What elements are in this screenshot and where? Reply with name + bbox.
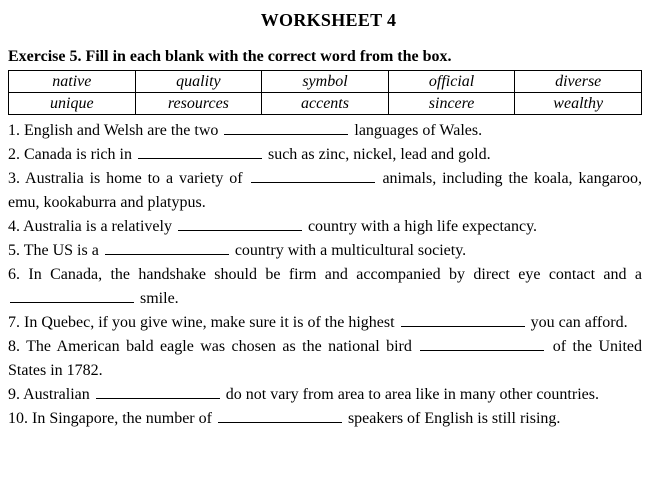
word-box-cell: symbol — [262, 71, 389, 93]
question-text-before: 3. Australia is home to a variety of — [8, 170, 243, 187]
question-6 — [8, 263, 642, 311]
question-10 — [8, 407, 642, 431]
question-text-before: 9. Australian — [8, 386, 90, 403]
question-text-after: of the United States in 1782. — [8, 338, 643, 379]
answer-blank[interactable] — [178, 216, 302, 231]
question-text-before: 7. In Quebec, if you give wine, make sure it is of the highest — [8, 314, 395, 331]
question-5 — [8, 239, 642, 263]
answer-blank[interactable] — [218, 408, 342, 423]
word-box — [8, 70, 642, 115]
question-4 — [8, 215, 642, 239]
answer-blank[interactable] — [420, 336, 544, 351]
question-2 — [8, 143, 642, 167]
answer-blank[interactable] — [401, 312, 525, 327]
question-text-after: do not vary from area to area like in many other countries. — [225, 386, 599, 403]
question-1 — [8, 119, 642, 143]
question-7 — [8, 311, 642, 335]
word-box-cell: resources — [135, 93, 262, 115]
answer-blank[interactable] — [138, 144, 262, 159]
question-text-after: country with a multicultural society. — [234, 242, 467, 259]
question-text-before: 4. Australia is a relatively — [8, 218, 172, 235]
answer-blank[interactable] — [105, 240, 229, 255]
question-text-before: 6. In Canada, the handshake should be firm and accompanied by direct eye contact and a — [8, 266, 642, 283]
exercise-instruction: Exercise 5. Fill in each blank with the correct word from the box. — [8, 48, 452, 65]
word-box-cell: wealthy — [515, 93, 642, 115]
question-text-after: languages of Wales. — [354, 122, 483, 139]
question-text-after: country with a high life expectancy. — [307, 218, 538, 235]
question-text-before: 5. The US is a — [8, 242, 99, 259]
word-box-row — [9, 71, 642, 93]
question-text-before: 10. In Singapore, the number of — [8, 410, 212, 427]
worksheet-title: WORKSHEET 4 — [260, 10, 397, 30]
answer-blank[interactable] — [96, 384, 220, 399]
word-box-cell: quality — [135, 71, 262, 93]
word-box-row — [9, 93, 642, 115]
word-box-cell: official — [388, 71, 515, 93]
word-box-cell: native — [9, 71, 136, 93]
question-text-before: 1. English and Welsh are the two — [8, 122, 219, 139]
question-text-after: speakers of English is still rising. — [347, 410, 561, 427]
question-text-after: smile. — [140, 290, 179, 307]
word-box-cell: diverse — [515, 71, 642, 93]
word-box-cell: sincere — [388, 93, 515, 115]
word-box-cell: unique — [9, 93, 136, 115]
question-text-after: such as zinc, nickel, lead and gold. — [267, 146, 491, 163]
answer-blank[interactable] — [251, 168, 375, 183]
answer-blank[interactable] — [10, 288, 134, 303]
word-box-cell: accents — [262, 93, 389, 115]
question-list — [8, 119, 642, 431]
question-8 — [8, 335, 642, 383]
question-text-before: 2. Canada is rich in — [8, 146, 132, 163]
answer-blank[interactable] — [224, 120, 348, 135]
question-text-after: animals, including the koala, kangaroo, emu, kookaburra and platypus. — [8, 170, 642, 211]
question-9 — [8, 383, 642, 407]
question-text-after: you can afford. — [530, 314, 628, 331]
question-3 — [8, 167, 642, 215]
question-text-before: 8. The American bald eagle was chosen as the national bird — [8, 338, 412, 355]
